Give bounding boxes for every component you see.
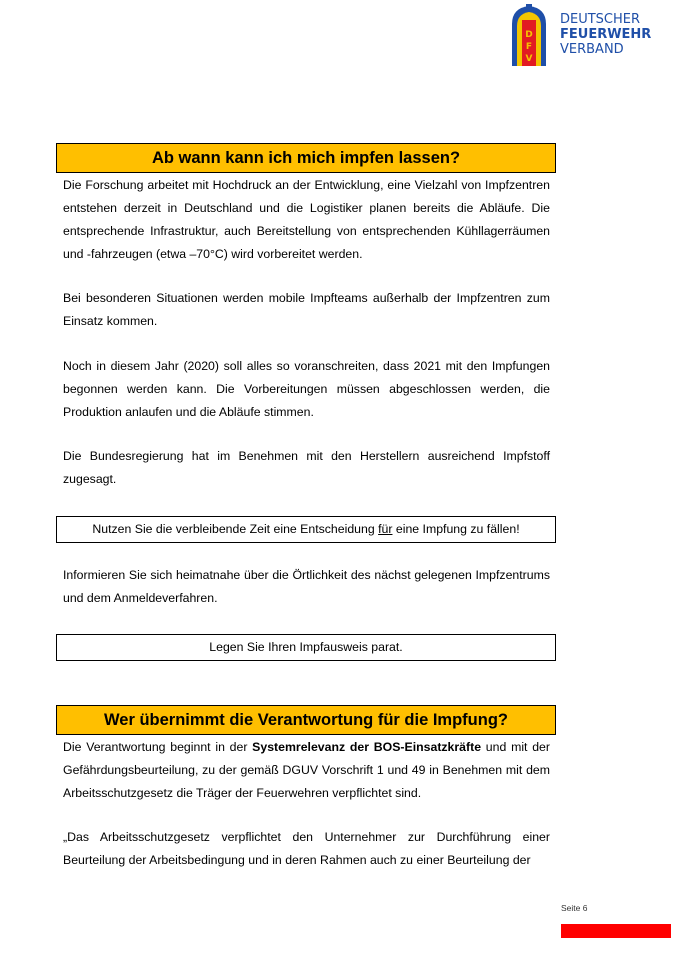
paragraph-informieren: Informieren Sie sich heimatnahe über die Örtlichkeit des nächst gelegenen Impfzentrums und dem Anmeldeverfahren. — [63, 568, 550, 605]
paragraph-verantwortung: Die Verantwortung beginnt in der Systemrelevanz der BOS-Einsatzkräfte und mit der Gefährdungsbeurteilung, zu der gemäß DGUV Vorschrift 1 und 49 in Benehmen mit dem Arbeitsschutzgesetz die Träger der Feuerwehren verpflichtet sind. — [63, 740, 550, 800]
paragraph-zeitplan: Noch in diesem Jahr (2020) soll alles so voranschreiten, dass 2021 mit den Impfungen begonnen werden kann. Die Vorbereitungen müssen abgeschlossen werden, die Produktion anlaufen und die Abläufe stimmen. — [63, 359, 550, 419]
callout-text-after: eine Impfung zu fällen! — [392, 522, 520, 536]
callout-entscheidung — [56, 516, 556, 543]
footer-red-bar — [561, 924, 671, 938]
dfv-logo — [508, 2, 678, 70]
paragraph-bundesregierung: Die Bundesregierung hat im Benehmen mit den Herstellern ausreichend Impfstoff zugesagt. — [63, 449, 550, 486]
emblem-letter-v: V — [525, 54, 533, 64]
dfv-emblem-icon — [508, 2, 550, 68]
emblem-letter-f: F — [525, 42, 533, 52]
emblem-letter-d: D — [525, 30, 533, 40]
callout-text-underlined: für — [378, 522, 393, 536]
logo-line-2: FEUERWEHR — [560, 27, 652, 42]
section-heading-impfen: Ab wann kann ich mich impfen lassen? — [56, 143, 556, 173]
paragraph-arbeitsschutzgesetz: „Das Arbeitsschutzgesetz verpflichtet den Unternehmer zur Durchführung einer Beurteilung der Arbeitsbedingung und in deren Rahmen auch zu einer Beurteilung der — [63, 830, 550, 867]
logo-line-3: VERBAND — [560, 42, 624, 57]
callout-impfausweis: Legen Sie Ihren Impfausweis parat. — [56, 634, 556, 661]
callout-text-before: Nutzen Sie die verbleibende Zeit eine Entscheidung — [92, 522, 379, 536]
page-number: Seite 6 — [561, 903, 588, 913]
paragraph-forschung: Die Forschung arbeitet mit Hochdruck an der Entwicklung, eine Vielzahl von Impfzentren entstehen derzeit in Deutschland und die Logistiker planen bereits die Abläufe. Die entsprechende Infrastruktur, auch Bereitstellung von entsprechenden Kühllagerräumen und -fahrzeugen (etwa –70°C) wird vorbereitet werden. — [63, 178, 550, 261]
section-heading-verantwortung: Wer übernimmt die Verantwortung für die Impfung? — [56, 705, 556, 735]
bold-systemrelevanz: Systemrelevanz der BOS-Einsatzkräfte — [252, 740, 482, 754]
paragraph-mobile-impfteams: Bei besonderen Situationen werden mobile Impfteams außerhalb der Impfzentren zum Einsatz kommen. — [63, 291, 550, 328]
logo-wordmark — [560, 12, 651, 57]
logo-line-1: DEUTSCHER — [560, 12, 641, 27]
